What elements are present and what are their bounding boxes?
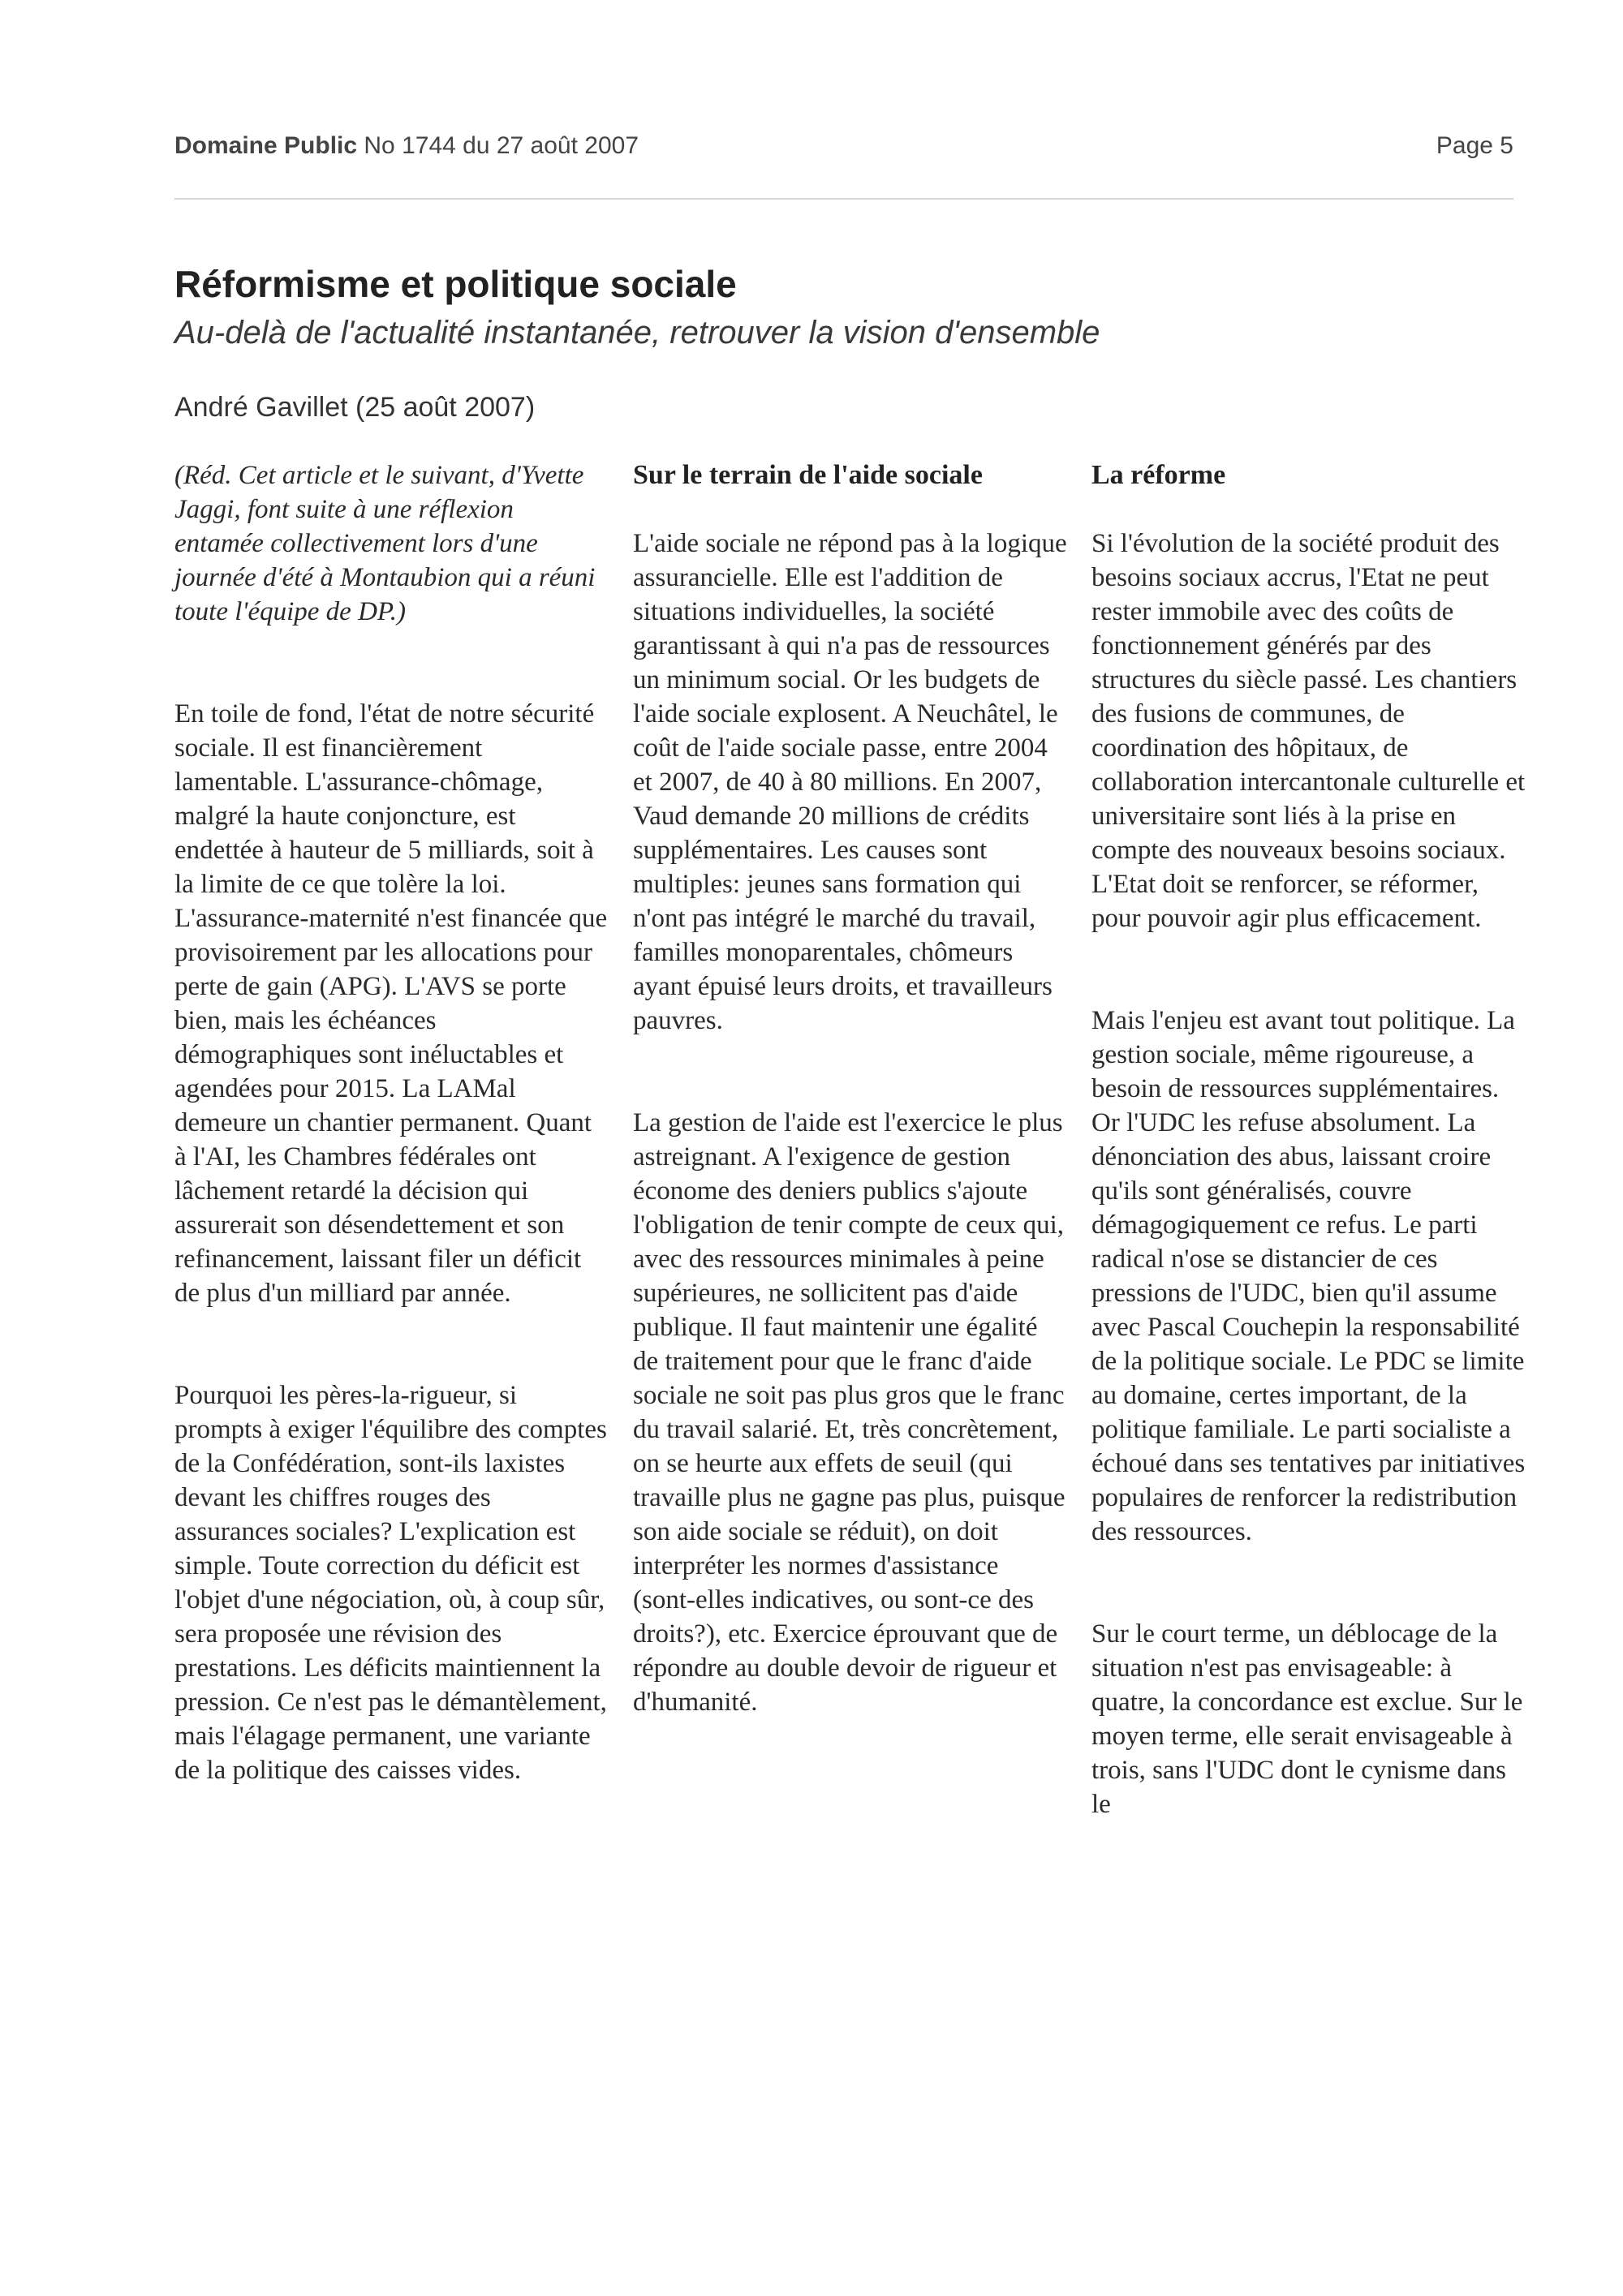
article-column-2: [633, 458, 1067, 1787]
publication-name: Domaine Public: [174, 132, 358, 159]
section-heading-aide-sociale: Sur le terrain de l'aide sociale: [633, 460, 983, 490]
article-column-1: [174, 458, 609, 1855]
header-divider: [174, 198, 1513, 200]
page-number: Page 5: [1436, 132, 1513, 159]
body-paragraph: L'aide sociale ne répond pas à la logique assurancielle. Elle est l'addition de situations individuelles, la société garantissant à qui n'a pas de ressources un minimum social. Or les budgets de l'aide sociale explosent. A Neuchâtel, le coût de l'aide sociale passe, entre 2004 et 2007, de 40 à 80 millions. En 2007, Vaud demande 20 millions de crédits supplémentaires. Les causes sont multiples: jeunes sans formation qui n'ont pas intégré le marché du travail, familles monoparentales, chômeurs ayant épuisé leurs droits, et travailleurs pauvres.: [633, 529, 1067, 1035]
body-paragraph: Mais l'enjeu est avant tout politique. La gestion sociale, même rigoureuse, a besoin de ressources supplémentaires. Or l'UDC les refuse absolument. La dénonciation des abus, laissant croire qu'ils sont généralisés, couvre démagogiquement ce refus. Le parti radical n'ose se distancier de ces pressions de l'UDC, bien qu'il assume avec Pascal Couchepin la responsabilité de la politique sociale. Le PDC se limite au domaine, certes important, de la politique familiale. Le parti socialiste a échoué dans ses tentatives par initiatives populaires de renforcer la redistribution des ressources.: [1091, 1006, 1526, 1546]
article-byline: André Gavillet (25 août 2007): [174, 392, 536, 423]
article-title: Réformisme et politique sociale: [174, 263, 737, 305]
body-paragraph: Si l'évolution de la société produit des besoins sociaux accrus, l'Etat ne peut rester immobile avec des coûts de fonctionnement générés par des structures du siècle passé. Les chantiers des fusions de communes, de coordination des hôpitaux, de collaboration intercantonale culturelle et universitaire sont liés à la prise en compte des nouveaux besoins sociaux. L'Etat doit se renforcer, se réformer, pour pouvoir agir plus efficacement.: [1091, 529, 1526, 933]
article-subtitle: Au-delà de l'actualité instantanée, retrouver la vision d'ensemble: [174, 315, 1100, 350]
body-paragraph: La gestion de l'aide est l'exercice le plus astreignant. A l'exigence de gestion économe des deniers publics s'ajoute l'obligation de tenir compte de ceux qui, avec des ressources minimales à peine supérieures, ne sollicitent pas d'aide publique. Il faut maintenir une égalité de traitement pour que le franc d'aide sociale ne soit pas plus gros que le franc du travail salarié. Et, très concrètement, on se heurte aux effets de seuil (qui travaille plus ne gagne pas plus, puisque son aide sociale se réduit), on doit interpréter les normes d'assistance (sont-elles indicatives, ou sont-ce des droits?), etc. Exercice éprouvant que de répondre au double devoir de rigueur et d'humanité.: [633, 1108, 1065, 1717]
page-header: [174, 132, 1513, 173]
editorial-note: (Réd. Cet article et le suivant, d'Yvette Jaggi, font suite à une réflexion entamée collectivement lors d'une journée d'été à Montaubion qui a réuni toute l'équipe de DP.): [174, 461, 596, 626]
issue-info: No 1744 du 27 août 2007: [364, 132, 639, 159]
section-heading-reforme: La réforme: [1091, 460, 1226, 490]
article-column-3: [1091, 458, 1526, 1890]
body-paragraph: Pourquoi les pères-la-rigueur, si prompts à exiger l'équilibre des comptes de la Confédération, sont-ils laxistes devant les chiffres rouges des assurances sociales? L'explication est simple. Toute correction du déficit est l'objet d'une négociation, où, à coup sûr, sera proposée une révision des prestations. Les déficits maintiennent la pression. Ce n'est pas le démantèlement, mais l'élagage permanent, une variante de la politique des caisses vides.: [174, 1381, 607, 1785]
body-paragraph: En toile de fond, l'état de notre sécurité sociale. Il est financièrement lamentable. L'assurance-chômage, malgré la haute conjoncture, est endettée à hauteur de 5 milliards, soit à la limite de ce que tolère la loi. L'assurance-maternité n'est financée que provisoirement par les allocations pour perte de gain (APG). L'AVS se porte bien, mais les échéances démographiques sont inéluctables et agendées pour 2015. La LAMal demeure un chantier permanent. Quant à l'AI, les Chambres fédérales ont lâchement retardé la décision qui assurerait son désendettement et son refinancement, laissant filer un déficit de plus d'un milliard par année.: [174, 699, 608, 1308]
body-paragraph: Sur le court terme, un déblocage de la situation n'est pas envisageable: à quatre, la concordance est exclue. Sur le moyen terme, elle serait envisageable à trois, sans l'UDC dont le cynisme dans le: [1091, 1619, 1523, 1819]
